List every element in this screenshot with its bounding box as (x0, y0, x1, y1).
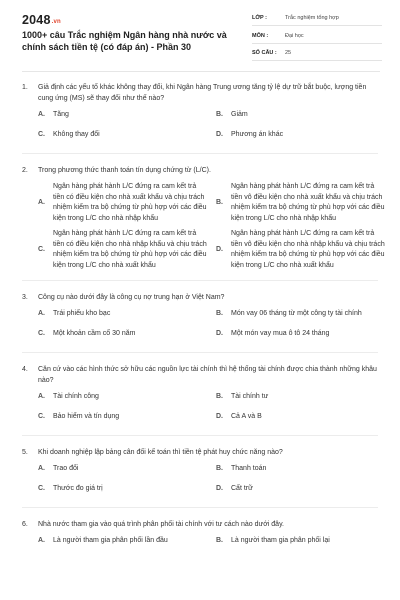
answer-option-d[interactable] (216, 130, 390, 141)
answer-option-b[interactable] (216, 464, 390, 475)
option-text: Trái phiếu kho bạc (53, 310, 111, 317)
option-letter: B. (216, 310, 223, 317)
question-stem (22, 447, 378, 458)
answer-options (38, 309, 378, 348)
option-text: Ngân hàng phát hành L/C đứng ra cam kết trả tiền có điều kiện cho nhà nhập khẩu và chịu trách nhiệm kiểm tra bộ chứng từ phù hợp với các điều kiện trong L/C cho nhà xuất khẩu (53, 230, 207, 269)
answer-options (38, 464, 378, 503)
option-letter: A. (38, 111, 45, 118)
meta-row-subject (252, 29, 382, 44)
question-2 (0, 165, 400, 276)
option-text: Bảo hiểm và tín dụng (53, 412, 120, 420)
question-divider (22, 280, 378, 281)
answer-options (38, 110, 378, 149)
option-letter: D. (216, 245, 223, 253)
answer-option-a[interactable] (38, 182, 212, 224)
answer-option-b[interactable] (216, 309, 390, 320)
meta-value: 25 (285, 50, 292, 56)
option-letter: C. (38, 245, 45, 253)
meta-label: SỐ CÂU : (252, 50, 277, 56)
option-text: Cả A và B (231, 412, 262, 420)
option-letter: D. (216, 329, 223, 337)
option-letter: D. (216, 412, 223, 420)
answer-option-a[interactable] (38, 464, 212, 475)
question-3 (0, 292, 400, 348)
option-text: Một món vay mua ô tô 24 tháng (231, 329, 330, 337)
meta-label: LỚP : (252, 15, 267, 21)
option-letter: D. (216, 484, 223, 492)
option-letter: C. (38, 329, 45, 337)
question-divider (22, 352, 378, 353)
option-text: Là người tham gia phân phối lại (231, 537, 330, 544)
question-6 (0, 519, 400, 556)
document-header (0, 0, 400, 72)
answer-option-d[interactable] (216, 412, 390, 423)
option-letter: D. (216, 130, 223, 138)
question-number: 3. (22, 294, 28, 301)
option-text: Tài chính công (53, 393, 99, 400)
option-text: Thanh toán (231, 465, 267, 472)
answer-options (38, 182, 385, 276)
option-text: Ngân hàng phát hành L/C đứng ra cam kết trả tiền vô điều kiện cho nhà xuất khẩu và chịu trách nhiệm kiểm tra bộ chứng từ phù hợp với các điều kiện trong L/C cho nhà nhập khẩu (231, 183, 385, 222)
document-title: 1000+ câu Trắc nghiệm Ngân hàng nhà nước và chính sách tiền tệ (có đáp án) - Phần 30 (22, 30, 227, 52)
option-letter: B. (216, 465, 223, 472)
answer-option-a[interactable] (38, 536, 212, 547)
option-letter: A. (38, 310, 45, 317)
option-text: Là người tham gia phân phối lần đầu (53, 537, 168, 544)
question-stem (22, 519, 378, 530)
answer-option-d[interactable] (216, 329, 390, 340)
answer-option-a[interactable] (38, 392, 212, 403)
option-text: Món vay 06 tháng từ một công ty tài chính (231, 310, 362, 317)
meta-value: Đại học (285, 32, 304, 39)
question-number: 5. (22, 449, 28, 456)
question-text: Khi doanh nghiệp lập bảng cân đối kế toán thì tiền tệ phát huy chức năng nào? (38, 449, 283, 456)
question-stem (22, 364, 378, 386)
option-letter: A. (38, 537, 45, 544)
answer-option-b[interactable] (216, 392, 390, 403)
question-text: Giả định các yếu tố khác không thay đổi, khi Ngân hàng Trung ương tăng tỷ lệ dự trữ bắt buộc, lượng tiền cung ứng (MS) sẽ thay đổi như thế nào? (38, 84, 367, 102)
question-1 (0, 82, 400, 149)
option-text: Thước đo giá trị (53, 484, 103, 492)
answer-option-a[interactable] (38, 110, 212, 121)
logo-main-text: 2048 (22, 13, 51, 27)
option-text: Giảm (231, 111, 248, 118)
option-text: Trao đổi (53, 465, 79, 472)
meta-row-class (252, 11, 382, 26)
meta-value: Trắc nghiệm tổng hợp (285, 15, 339, 21)
option-letter: C. (38, 412, 45, 420)
option-letter: C. (38, 130, 45, 138)
option-text: Phương án khác (231, 130, 284, 138)
option-letter: A. (38, 198, 45, 206)
question-4 (0, 364, 400, 431)
option-letter: A. (38, 465, 45, 472)
question-stem (22, 292, 378, 303)
option-text: Không thay đổi (53, 130, 100, 138)
option-text: Tài chính tư (231, 393, 269, 400)
question-text: Công cụ nào dưới đây là công cụ nợ trung hạn ở Việt Nam? (38, 294, 225, 301)
question-number: 1. (22, 84, 28, 91)
option-letter: B. (216, 111, 223, 118)
question-number: 6. (22, 521, 28, 528)
answer-option-c[interactable] (38, 412, 212, 423)
option-letter: B. (216, 537, 223, 544)
question-text: Trong phương thức thanh toán tín dụng chứng từ (L/C). (38, 167, 211, 174)
answer-options (38, 392, 378, 431)
header-divider (22, 71, 380, 72)
answer-option-b[interactable] (216, 110, 390, 121)
logo-domain-text: .vn (51, 19, 61, 25)
answer-options (38, 536, 378, 556)
answer-option-b[interactable] (216, 536, 390, 547)
site-logo[interactable] (22, 13, 61, 27)
option-letter: B. (216, 393, 223, 400)
option-text: Một khoản cầm cố 30 năm (53, 329, 136, 337)
question-stem (22, 165, 378, 176)
question-number: 2. (22, 167, 28, 174)
option-letter: C. (38, 484, 45, 492)
answer-option-c[interactable] (38, 130, 212, 141)
answer-option-d[interactable] (216, 229, 390, 271)
question-5 (0, 447, 400, 503)
question-divider (22, 435, 378, 436)
answer-option-a[interactable] (38, 309, 212, 320)
question-text: Nhà nước tham gia vào quá trình phân phối tài chính với tư cách nào dưới đây. (38, 521, 285, 528)
option-text: Ngân hàng phát hành L/C đứng ra cam kết trả tiền vô điều kiện cho nhà nhập khẩu và chịu trách nhiệm kiểm tra bộ chứng từ phù hợp với các điều kiện trong L/C cho nhà xuất khẩu (231, 230, 385, 269)
answer-option-c[interactable] (38, 484, 212, 495)
option-text: Tăng (53, 111, 69, 118)
answer-option-c[interactable] (38, 229, 212, 271)
question-stem (22, 82, 378, 104)
question-text: Căn cứ vào các hình thức sở hữu các nguồn lực tài chính thì hệ thống tài chính được chia thành những khâu nào? (38, 366, 377, 384)
meta-label: MÔN : (252, 32, 269, 39)
option-text: Ngân hàng phát hành L/C đứng ra cam kết trả tiền có điều kiện cho nhà xuất khẩu và chịu trách nhiệm kiểm tra bộ chứng từ phù hợp với các điều kiện trong L/C cho nhà nhập khẩu (53, 183, 207, 222)
question-list (0, 82, 400, 556)
option-letter: A. (38, 393, 45, 400)
document-meta (252, 11, 382, 64)
meta-row-question-count (252, 46, 382, 61)
option-text: Cất trữ (231, 484, 253, 492)
answer-option-c[interactable] (38, 329, 212, 340)
question-number: 4. (22, 366, 28, 373)
option-letter: B. (216, 198, 223, 206)
answer-option-d[interactable] (216, 484, 390, 495)
question-divider (22, 153, 378, 154)
question-divider (22, 507, 378, 508)
answer-option-b[interactable] (216, 182, 390, 224)
